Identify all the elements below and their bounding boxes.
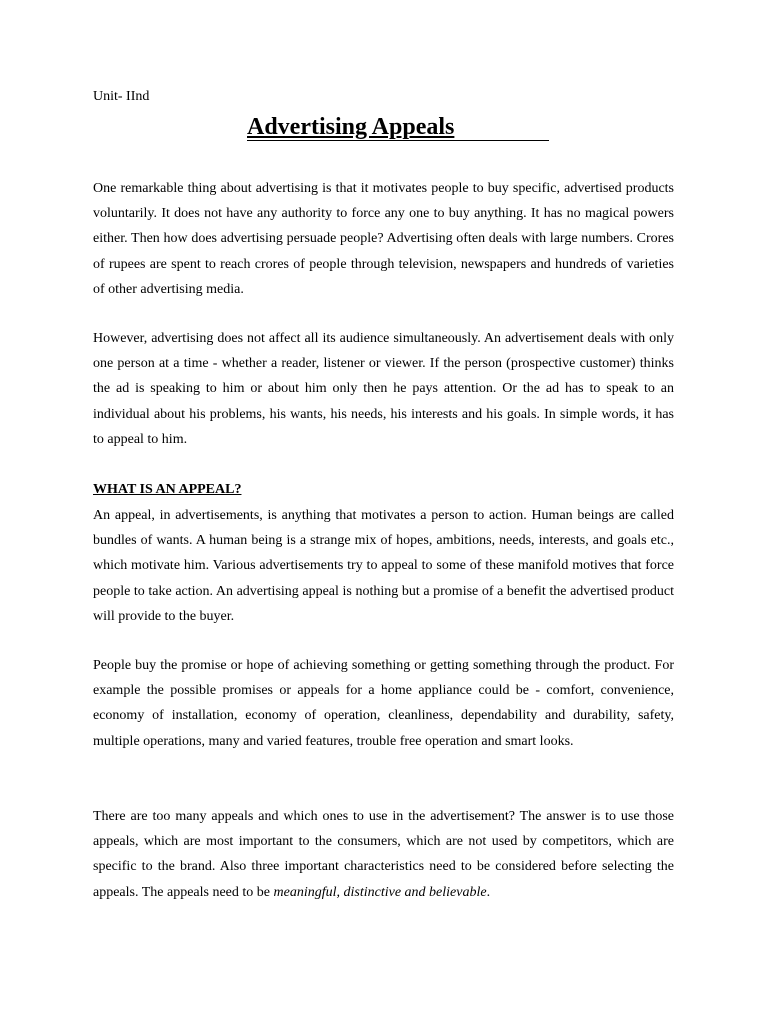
paragraph-emphasis-text: meaningful, distinctive and believable bbox=[273, 884, 487, 900]
paragraph-appeal-definition: An appeal, in advertisements, is anything that motivates a person to action. Human beings are called bundles of wants. A human being is a strange mix of hopes, ambitions, needs, interests, and goals etc., which motivate him. Various advertisements try to appeal to some of these manifold motives that force people to take action. An advertising appeal is nothing but a promise of a benefit the advertised product will provide to the buyer. bbox=[93, 508, 674, 624]
document-title: Advertising Appeals bbox=[247, 114, 455, 140]
paragraph-audience: However, advertising does not affect all its audience simultaneously. An advertisement deals with only one person at a time - whether a reader, listener or viewer. If the person (prospective customer) thinks the ad is speaking to him or about him only then he pays attention. Or the ad has to speak to an individual about his problems, his wants, his needs, his interests and his goals. In simple words, it has to appeal to him. bbox=[93, 331, 674, 447]
paragraph-end-punctuation: . bbox=[486, 884, 491, 900]
paragraph-promises: People buy the promise or hope of achieving something or getting something through the product. For example the possible promises or appeals for a home appliance could be - comfort, convenience, economy of installation, economy of operation, cleanliness, dependability and durability, safety, multiple operations, many and varied features, trouble free operation and smart looks. bbox=[93, 658, 674, 749]
paragraph-selecting-appeals bbox=[93, 804, 674, 905]
section-heading: WHAT IS AN APPEAL? bbox=[93, 482, 242, 497]
paragraph-selecting-appeals-text: There are too many appeals and which ones to use in the advertisement? The answer is to use those appeals, which are most important to the consumers, which are not used by competitors, which are specific to the brand. Also three important characteristics need to be considered before selecting the appeals. The appeals need to be bbox=[93, 809, 674, 900]
paragraph-intro: One remarkable thing about advertising is that it motivates people to buy specific, advertised products voluntarily. It does not have any authority to force any one to buy anything. It has no magical powers either. Then how does advertising persuade people? Advertising often deals with large numbers. Crores of rupees are spent to reach crores of people through television, newspapers and hundreds of varieties of other advertising media. bbox=[93, 181, 674, 297]
title-underline-rule bbox=[247, 113, 549, 141]
unit-label: Unit- IInd bbox=[93, 89, 150, 104]
